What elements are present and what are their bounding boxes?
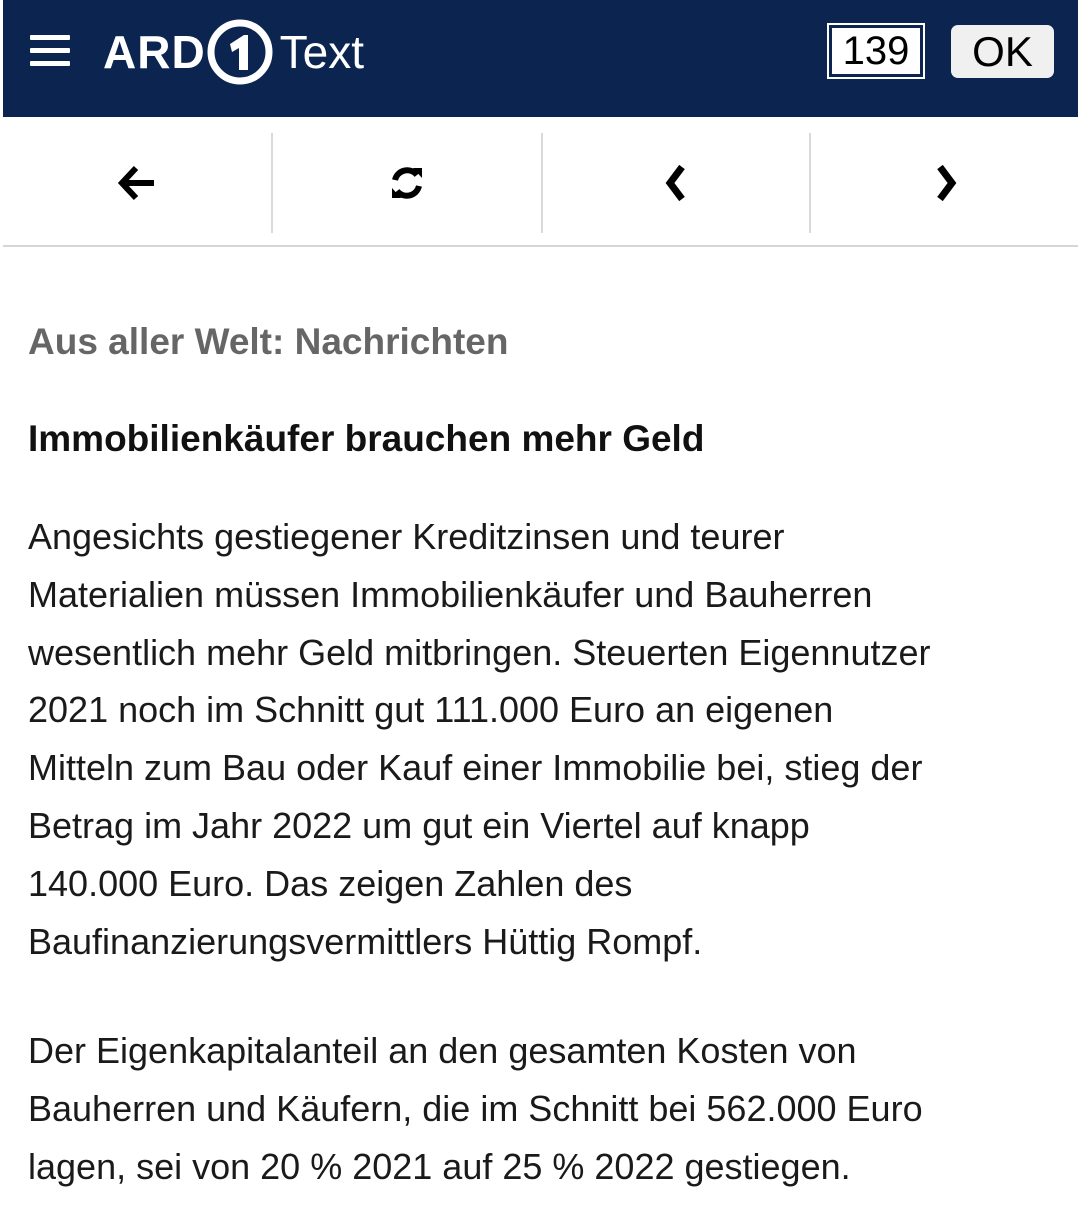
paragraph-line: 140.000 Euro. Das zeigen Zahlen des xyxy=(28,862,633,904)
ard-one-icon xyxy=(206,18,274,86)
paragraph-line: 2021 noch im Schnitt gut 111.000 Euro an eigenen xyxy=(28,689,834,731)
section-title: Aus aller Welt: Nachrichten xyxy=(28,321,509,362)
paragraph-line: Materialien müssen Immobilienkäufer und Bauherren xyxy=(28,573,873,615)
chevron-left-icon xyxy=(662,163,692,203)
page-navigation-bar xyxy=(3,117,1078,247)
arrow-left-icon xyxy=(117,163,157,203)
chevron-right-icon xyxy=(930,163,960,203)
ard-text-logo[interactable] xyxy=(103,12,364,92)
article xyxy=(28,315,1058,1196)
article-headline: Immobilienkäufer brauchen mehr Geld xyxy=(28,418,705,459)
article-paragraph xyxy=(28,1022,1058,1195)
paragraph-line: wesentlich mehr Geld mitbringen. Steuerten Eigennutzer xyxy=(28,631,931,673)
hamburger-menu-icon[interactable] xyxy=(28,31,74,71)
paragraph-line: Der Eigenkapitalanteil an den gesamten Kosten von xyxy=(28,1030,857,1072)
previous-page-button[interactable] xyxy=(543,133,811,233)
paragraph-line: Mitteln zum Bau oder Kauf einer Immobilie bei, stieg der xyxy=(28,747,923,789)
paragraph-line: lagen, sei von 20 % 2021 auf 25 % 2022 gestiegen. xyxy=(28,1145,851,1187)
paragraph-line: Betrag im Jahr 2022 um gut ein Viertel auf knapp xyxy=(28,804,810,846)
back-button[interactable] xyxy=(3,133,271,233)
paragraph-line: Angesichts gestiegener Kreditzinsen und teurer xyxy=(28,516,785,557)
reload-button[interactable] xyxy=(273,133,541,233)
paragraph-line: Baufinanzierungsvermittlers Hüttig Rompf. xyxy=(28,920,703,962)
app-header xyxy=(3,0,1078,117)
paragraph-line: Bauherren und Käufern, die im Schnitt bei 562.000 Euro xyxy=(28,1088,923,1130)
next-page-button[interactable] xyxy=(811,133,1079,233)
article-paragraph xyxy=(28,508,1058,970)
ok-button[interactable]: OK xyxy=(951,25,1054,78)
logo-text: Text xyxy=(279,26,365,78)
refresh-icon xyxy=(387,163,427,203)
page-number-input[interactable] xyxy=(829,25,923,77)
logo-ard: ARD xyxy=(103,26,206,78)
